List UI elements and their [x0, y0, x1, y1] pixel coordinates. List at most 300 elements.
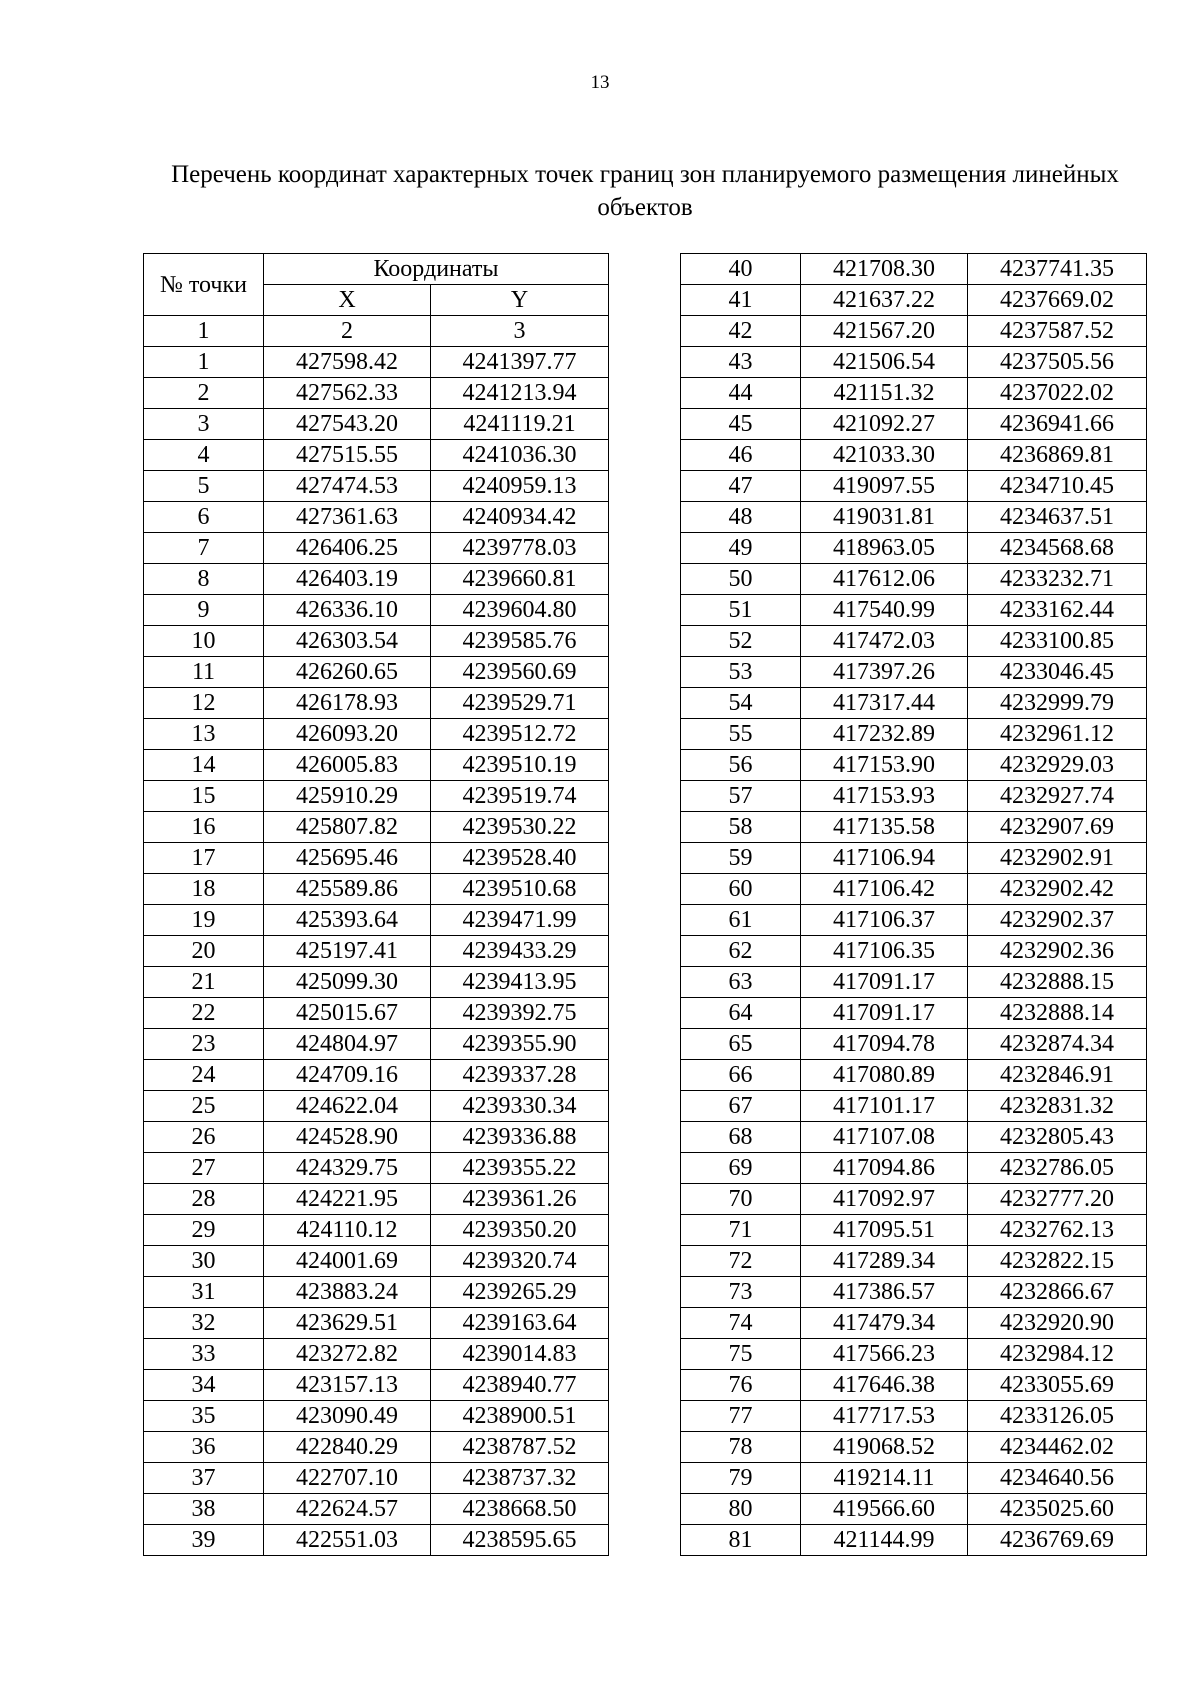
- point-number-cell: 21: [144, 967, 264, 998]
- point-number-cell: 24: [144, 1060, 264, 1091]
- point-number-cell: 39: [144, 1525, 264, 1556]
- table-row: [144, 1122, 609, 1153]
- y-coordinate-cell: 4232999.79: [968, 688, 1147, 719]
- x-coordinate-cell: 425807.82: [264, 812, 431, 843]
- table-row: [144, 905, 609, 936]
- x-coordinate-cell: 422840.29: [264, 1432, 431, 1463]
- y-coordinate-cell: 4241397.77: [431, 347, 609, 378]
- x-coordinate-cell: 425015.67: [264, 998, 431, 1029]
- x-coordinate-cell: 424709.16: [264, 1060, 431, 1091]
- table-row: [681, 688, 1147, 719]
- table-row: [144, 1401, 609, 1432]
- y-header: Y: [431, 285, 609, 316]
- point-number-cell: 68: [681, 1122, 801, 1153]
- x-coordinate-cell: 424110.12: [264, 1215, 431, 1246]
- point-number-cell: 67: [681, 1091, 801, 1122]
- point-number-cell: 37: [144, 1463, 264, 1494]
- table-row: [681, 657, 1147, 688]
- point-number-cell: 28: [144, 1184, 264, 1215]
- x-coordinate-cell: 417540.99: [801, 595, 968, 626]
- y-coordinate-cell: 4233232.71: [968, 564, 1147, 595]
- x-coordinate-cell: 424001.69: [264, 1246, 431, 1277]
- point-number-cell: 70: [681, 1184, 801, 1215]
- x-coordinate-cell: 421708.30: [801, 254, 968, 285]
- point-number-cell: 57: [681, 781, 801, 812]
- y-coordinate-cell: 4241119.21: [431, 409, 609, 440]
- point-number-cell: 36: [144, 1432, 264, 1463]
- table-row: [681, 1525, 1147, 1556]
- point-number-cell: 7: [144, 533, 264, 564]
- point-number-cell: 44: [681, 378, 801, 409]
- x-coordinate-cell: 423090.49: [264, 1401, 431, 1432]
- x-coordinate-cell: 417566.23: [801, 1339, 968, 1370]
- x-coordinate-cell: 426303.54: [264, 626, 431, 657]
- y-coordinate-cell: 4237587.52: [968, 316, 1147, 347]
- point-number-cell: 65: [681, 1029, 801, 1060]
- x-coordinate-cell: 417317.44: [801, 688, 968, 719]
- y-coordinate-cell: 4238668.50: [431, 1494, 609, 1525]
- point-number-cell: 20: [144, 936, 264, 967]
- x-coordinate-cell: 426406.25: [264, 533, 431, 564]
- column-number-3: 3: [431, 316, 609, 347]
- table-row: [144, 409, 609, 440]
- y-coordinate-cell: 4232777.20: [968, 1184, 1147, 1215]
- table-row: [681, 998, 1147, 1029]
- y-coordinate-cell: 4239778.03: [431, 533, 609, 564]
- point-number-cell: 30: [144, 1246, 264, 1277]
- y-coordinate-cell: 4232822.15: [968, 1246, 1147, 1277]
- table-row: [681, 1401, 1147, 1432]
- y-coordinate-cell: 4240934.42: [431, 502, 609, 533]
- y-coordinate-cell: 4239471.99: [431, 905, 609, 936]
- table-row: [144, 1091, 609, 1122]
- point-number-cell: 60: [681, 874, 801, 905]
- table-row: [144, 1215, 609, 1246]
- y-coordinate-cell: 4239265.29: [431, 1277, 609, 1308]
- x-coordinate-cell: 426178.93: [264, 688, 431, 719]
- x-coordinate-cell: 417107.08: [801, 1122, 968, 1153]
- table-row: [681, 750, 1147, 781]
- x-coordinate-cell: 419566.60: [801, 1494, 968, 1525]
- x-coordinate-cell: 425695.46: [264, 843, 431, 874]
- table-row: [144, 1184, 609, 1215]
- y-coordinate-cell: 4239604.80: [431, 595, 609, 626]
- x-header: X: [264, 285, 431, 316]
- table-row: [144, 843, 609, 874]
- x-coordinate-cell: 417232.89: [801, 719, 968, 750]
- y-coordinate-cell: 4234462.02: [968, 1432, 1147, 1463]
- y-coordinate-cell: 4241213.94: [431, 378, 609, 409]
- table-row: [144, 688, 609, 719]
- point-number-cell: 42: [681, 316, 801, 347]
- table-row: [144, 564, 609, 595]
- y-coordinate-cell: 4239355.90: [431, 1029, 609, 1060]
- point-number-cell: 63: [681, 967, 801, 998]
- point-number-cell: 1: [144, 347, 264, 378]
- table-row: [144, 1463, 609, 1494]
- y-coordinate-cell: 4232929.03: [968, 750, 1147, 781]
- y-coordinate-cell: 4239361.26: [431, 1184, 609, 1215]
- x-coordinate-cell: 421151.32: [801, 378, 968, 409]
- point-number-cell: 72: [681, 1246, 801, 1277]
- table-row: [681, 719, 1147, 750]
- point-number-cell: 33: [144, 1339, 264, 1370]
- point-number-cell: 56: [681, 750, 801, 781]
- point-number-cell: 75: [681, 1339, 801, 1370]
- y-coordinate-cell: 4239350.20: [431, 1215, 609, 1246]
- y-coordinate-cell: 4236869.81: [968, 440, 1147, 471]
- y-coordinate-cell: 4238595.65: [431, 1525, 609, 1556]
- table-row: [681, 347, 1147, 378]
- point-number-cell: 64: [681, 998, 801, 1029]
- table-row: [681, 502, 1147, 533]
- y-coordinate-cell: 4239585.76: [431, 626, 609, 657]
- point-number-cell: 58: [681, 812, 801, 843]
- x-coordinate-cell: 422551.03: [264, 1525, 431, 1556]
- point-number-cell: 80: [681, 1494, 801, 1525]
- table-row: [144, 967, 609, 998]
- x-coordinate-cell: 419031.81: [801, 502, 968, 533]
- table-row: [681, 843, 1147, 874]
- table-row: [681, 1122, 1147, 1153]
- x-coordinate-cell: 424528.90: [264, 1122, 431, 1153]
- y-coordinate-cell: 4239512.72: [431, 719, 609, 750]
- x-coordinate-cell: 421506.54: [801, 347, 968, 378]
- y-coordinate-cell: 4239014.83: [431, 1339, 609, 1370]
- point-number-cell: 22: [144, 998, 264, 1029]
- x-coordinate-cell: 423157.13: [264, 1370, 431, 1401]
- y-coordinate-cell: 4232866.67: [968, 1277, 1147, 1308]
- x-coordinate-cell: 417106.37: [801, 905, 968, 936]
- table-row: [144, 719, 609, 750]
- y-coordinate-cell: 4232902.36: [968, 936, 1147, 967]
- x-coordinate-cell: 421092.27: [801, 409, 968, 440]
- table-row: [144, 1246, 609, 1277]
- y-coordinate-cell: 4239528.40: [431, 843, 609, 874]
- point-number-cell: 52: [681, 626, 801, 657]
- y-coordinate-cell: 4232961.12: [968, 719, 1147, 750]
- x-coordinate-cell: 427474.53: [264, 471, 431, 502]
- point-number-cell: 11: [144, 657, 264, 688]
- point-number-cell: 15: [144, 781, 264, 812]
- y-coordinate-cell: 4232902.91: [968, 843, 1147, 874]
- table-row: [681, 1370, 1147, 1401]
- x-coordinate-cell: 424622.04: [264, 1091, 431, 1122]
- page-number: 13: [590, 72, 610, 93]
- y-coordinate-cell: 4232846.91: [968, 1060, 1147, 1091]
- y-coordinate-cell: 4232927.74: [968, 781, 1147, 812]
- x-coordinate-cell: 417289.34: [801, 1246, 968, 1277]
- x-coordinate-cell: 424804.97: [264, 1029, 431, 1060]
- y-coordinate-cell: 4233100.85: [968, 626, 1147, 657]
- point-number-header: № точки: [144, 254, 264, 316]
- y-coordinate-cell: 4240959.13: [431, 471, 609, 502]
- table-row: [681, 285, 1147, 316]
- point-number-cell: 35: [144, 1401, 264, 1432]
- x-coordinate-cell: 426403.19: [264, 564, 431, 595]
- y-coordinate-cell: 4232888.14: [968, 998, 1147, 1029]
- table-row: [681, 254, 1147, 285]
- y-coordinate-cell: 4233046.45: [968, 657, 1147, 688]
- y-coordinate-cell: 4232902.42: [968, 874, 1147, 905]
- x-coordinate-cell: 417092.97: [801, 1184, 968, 1215]
- table-row: [681, 874, 1147, 905]
- point-number-cell: 59: [681, 843, 801, 874]
- table-row: [144, 533, 609, 564]
- point-number-cell: 55: [681, 719, 801, 750]
- x-coordinate-cell: 417094.78: [801, 1029, 968, 1060]
- table-row: [681, 936, 1147, 967]
- point-number-cell: 73: [681, 1277, 801, 1308]
- table-row: [144, 378, 609, 409]
- y-coordinate-cell: 4239337.28: [431, 1060, 609, 1091]
- y-coordinate-cell: 4239163.64: [431, 1308, 609, 1339]
- point-number-cell: 66: [681, 1060, 801, 1091]
- point-number-cell: 54: [681, 688, 801, 719]
- column-number-row: [144, 316, 609, 347]
- point-number-cell: 29: [144, 1215, 264, 1246]
- x-coordinate-cell: 422624.57: [264, 1494, 431, 1525]
- y-coordinate-cell: 4239433.29: [431, 936, 609, 967]
- table-row: [144, 1370, 609, 1401]
- x-coordinate-cell: 421567.20: [801, 316, 968, 347]
- x-coordinate-cell: 425099.30: [264, 967, 431, 998]
- x-coordinate-cell: 426336.10: [264, 595, 431, 626]
- coordinates-header: Координаты: [264, 254, 609, 285]
- x-coordinate-cell: 424221.95: [264, 1184, 431, 1215]
- table-row: [144, 1308, 609, 1339]
- point-number-cell: 10: [144, 626, 264, 657]
- y-coordinate-cell: 4239560.69: [431, 657, 609, 688]
- x-coordinate-cell: 417091.17: [801, 998, 968, 1029]
- y-coordinate-cell: 4238900.51: [431, 1401, 609, 1432]
- table-row: [144, 874, 609, 905]
- point-number-cell: 43: [681, 347, 801, 378]
- x-coordinate-cell: 427598.42: [264, 347, 431, 378]
- y-coordinate-cell: 4234568.68: [968, 533, 1147, 564]
- table-row: [144, 1277, 609, 1308]
- y-coordinate-cell: 4236941.66: [968, 409, 1147, 440]
- point-number-cell: 4: [144, 440, 264, 471]
- table-row: [681, 1308, 1147, 1339]
- point-number-cell: 9: [144, 595, 264, 626]
- table-row: [144, 1153, 609, 1184]
- table-row: [681, 378, 1147, 409]
- table-row: [681, 1339, 1147, 1370]
- x-coordinate-cell: 421144.99: [801, 1525, 968, 1556]
- point-number-cell: 13: [144, 719, 264, 750]
- y-coordinate-cell: 4239330.34: [431, 1091, 609, 1122]
- y-coordinate-cell: 4239510.19: [431, 750, 609, 781]
- point-number-cell: 76: [681, 1370, 801, 1401]
- point-number-cell: 3: [144, 409, 264, 440]
- point-number-cell: 62: [681, 936, 801, 967]
- y-coordinate-cell: 4233162.44: [968, 595, 1147, 626]
- y-coordinate-cell: 4232831.32: [968, 1091, 1147, 1122]
- x-coordinate-cell: 417101.17: [801, 1091, 968, 1122]
- y-coordinate-cell: 4235025.60: [968, 1494, 1147, 1525]
- column-number-2: 2: [264, 316, 431, 347]
- x-coordinate-cell: 422707.10: [264, 1463, 431, 1494]
- table-row: [681, 1153, 1147, 1184]
- y-coordinate-cell: 4239413.95: [431, 967, 609, 998]
- x-coordinate-cell: 425393.64: [264, 905, 431, 936]
- y-coordinate-cell: 4239660.81: [431, 564, 609, 595]
- point-number-cell: 27: [144, 1153, 264, 1184]
- x-coordinate-cell: 417386.57: [801, 1277, 968, 1308]
- y-coordinate-cell: 4237741.35: [968, 254, 1147, 285]
- y-coordinate-cell: 4239392.75: [431, 998, 609, 1029]
- x-coordinate-cell: 418963.05: [801, 533, 968, 564]
- x-coordinate-cell: 425910.29: [264, 781, 431, 812]
- y-coordinate-cell: 4236769.69: [968, 1525, 1147, 1556]
- table-row: [681, 1494, 1147, 1525]
- y-coordinate-cell: 4233055.69: [968, 1370, 1147, 1401]
- table-row: [144, 1494, 609, 1525]
- y-coordinate-cell: 4238940.77: [431, 1370, 609, 1401]
- point-number-cell: 40: [681, 254, 801, 285]
- table-row: [144, 502, 609, 533]
- point-number-cell: 47: [681, 471, 801, 502]
- table-row: [681, 316, 1147, 347]
- x-coordinate-cell: 427562.33: [264, 378, 431, 409]
- point-number-cell: 12: [144, 688, 264, 719]
- point-number-cell: 16: [144, 812, 264, 843]
- point-number-cell: 2: [144, 378, 264, 409]
- point-number-cell: 31: [144, 1277, 264, 1308]
- y-coordinate-cell: 4238787.52: [431, 1432, 609, 1463]
- table-row: [681, 471, 1147, 502]
- x-coordinate-cell: 425589.86: [264, 874, 431, 905]
- x-coordinate-cell: 417080.89: [801, 1060, 968, 1091]
- y-coordinate-cell: 4239529.71: [431, 688, 609, 719]
- y-coordinate-cell: 4234640.56: [968, 1463, 1147, 1494]
- table-row: [144, 998, 609, 1029]
- table-row: [144, 440, 609, 471]
- y-coordinate-cell: 4233126.05: [968, 1401, 1147, 1432]
- x-coordinate-cell: 417135.58: [801, 812, 968, 843]
- document-title: Перечень координат характерных точек границ зон планируемого размещения линейных объектов: [171, 161, 1119, 221]
- coordinates-table-right: [680, 253, 1147, 1556]
- y-coordinate-cell: 4238737.32: [431, 1463, 609, 1494]
- x-coordinate-cell: 417106.35: [801, 936, 968, 967]
- table-row: [144, 812, 609, 843]
- y-coordinate-cell: 4239355.22: [431, 1153, 609, 1184]
- x-coordinate-cell: 419214.11: [801, 1463, 968, 1494]
- table-row: [681, 1029, 1147, 1060]
- x-coordinate-cell: 426260.65: [264, 657, 431, 688]
- y-coordinate-cell: 4232984.12: [968, 1339, 1147, 1370]
- table-row: [681, 1246, 1147, 1277]
- point-number-cell: 18: [144, 874, 264, 905]
- y-coordinate-cell: 4234710.45: [968, 471, 1147, 502]
- y-coordinate-cell: 4237669.02: [968, 285, 1147, 316]
- y-coordinate-cell: 4239530.22: [431, 812, 609, 843]
- point-number-cell: 17: [144, 843, 264, 874]
- x-coordinate-cell: 417153.90: [801, 750, 968, 781]
- x-coordinate-cell: 417612.06: [801, 564, 968, 595]
- table-row: [144, 750, 609, 781]
- point-number-cell: 74: [681, 1308, 801, 1339]
- table-row: [681, 440, 1147, 471]
- x-coordinate-cell: 425197.41: [264, 936, 431, 967]
- y-coordinate-cell: 4232907.69: [968, 812, 1147, 843]
- x-coordinate-cell: 417397.26: [801, 657, 968, 688]
- point-number-cell: 34: [144, 1370, 264, 1401]
- y-coordinate-cell: 4234637.51: [968, 502, 1147, 533]
- table-row: [144, 1060, 609, 1091]
- point-number-cell: 38: [144, 1494, 264, 1525]
- point-number-cell: 69: [681, 1153, 801, 1184]
- table-row: [681, 781, 1147, 812]
- x-coordinate-cell: 421637.22: [801, 285, 968, 316]
- table-row: [681, 1060, 1147, 1091]
- x-coordinate-cell: 417153.93: [801, 781, 968, 812]
- point-number-cell: 41: [681, 285, 801, 316]
- point-number-cell: 48: [681, 502, 801, 533]
- table-row: [681, 1277, 1147, 1308]
- table-row: [144, 595, 609, 626]
- point-number-cell: 26: [144, 1122, 264, 1153]
- table-row: [681, 1184, 1147, 1215]
- y-coordinate-cell: 4237022.02: [968, 378, 1147, 409]
- point-number-cell: 8: [144, 564, 264, 595]
- table-row: [681, 595, 1147, 626]
- x-coordinate-cell: 417091.17: [801, 967, 968, 998]
- x-coordinate-cell: 421033.30: [801, 440, 968, 471]
- point-number-cell: 19: [144, 905, 264, 936]
- table-row: [681, 409, 1147, 440]
- table-row: [144, 657, 609, 688]
- x-coordinate-cell: 423272.82: [264, 1339, 431, 1370]
- y-coordinate-cell: 4241036.30: [431, 440, 609, 471]
- x-coordinate-cell: 417106.94: [801, 843, 968, 874]
- point-number-cell: 78: [681, 1432, 801, 1463]
- y-coordinate-cell: 4232805.43: [968, 1122, 1147, 1153]
- x-coordinate-cell: 427361.63: [264, 502, 431, 533]
- y-coordinate-cell: 4239519.74: [431, 781, 609, 812]
- x-coordinate-cell: 417479.34: [801, 1308, 968, 1339]
- table-row: [144, 347, 609, 378]
- point-number-cell: 53: [681, 657, 801, 688]
- point-number-cell: 50: [681, 564, 801, 595]
- point-number-cell: 6: [144, 502, 264, 533]
- x-coordinate-cell: 423883.24: [264, 1277, 431, 1308]
- y-coordinate-cell: 4239320.74: [431, 1246, 609, 1277]
- y-coordinate-cell: 4232902.37: [968, 905, 1147, 936]
- x-coordinate-cell: 419068.52: [801, 1432, 968, 1463]
- x-coordinate-cell: 417472.03: [801, 626, 968, 657]
- x-coordinate-cell: 426005.83: [264, 750, 431, 781]
- table-row: [144, 936, 609, 967]
- x-coordinate-cell: 427543.20: [264, 409, 431, 440]
- table-row: [144, 471, 609, 502]
- coordinates-table-left: [143, 253, 609, 1556]
- header-row: [144, 254, 609, 285]
- table-row: [144, 1525, 609, 1556]
- table-row: [681, 1432, 1147, 1463]
- table-row: [681, 1215, 1147, 1246]
- x-coordinate-cell: 419097.55: [801, 471, 968, 502]
- point-number-cell: 5: [144, 471, 264, 502]
- x-coordinate-cell: 427515.55: [264, 440, 431, 471]
- point-number-cell: 79: [681, 1463, 801, 1494]
- table-row: [681, 533, 1147, 564]
- y-coordinate-cell: 4237505.56: [968, 347, 1147, 378]
- y-coordinate-cell: 4232920.90: [968, 1308, 1147, 1339]
- y-coordinate-cell: 4232888.15: [968, 967, 1147, 998]
- point-number-cell: 61: [681, 905, 801, 936]
